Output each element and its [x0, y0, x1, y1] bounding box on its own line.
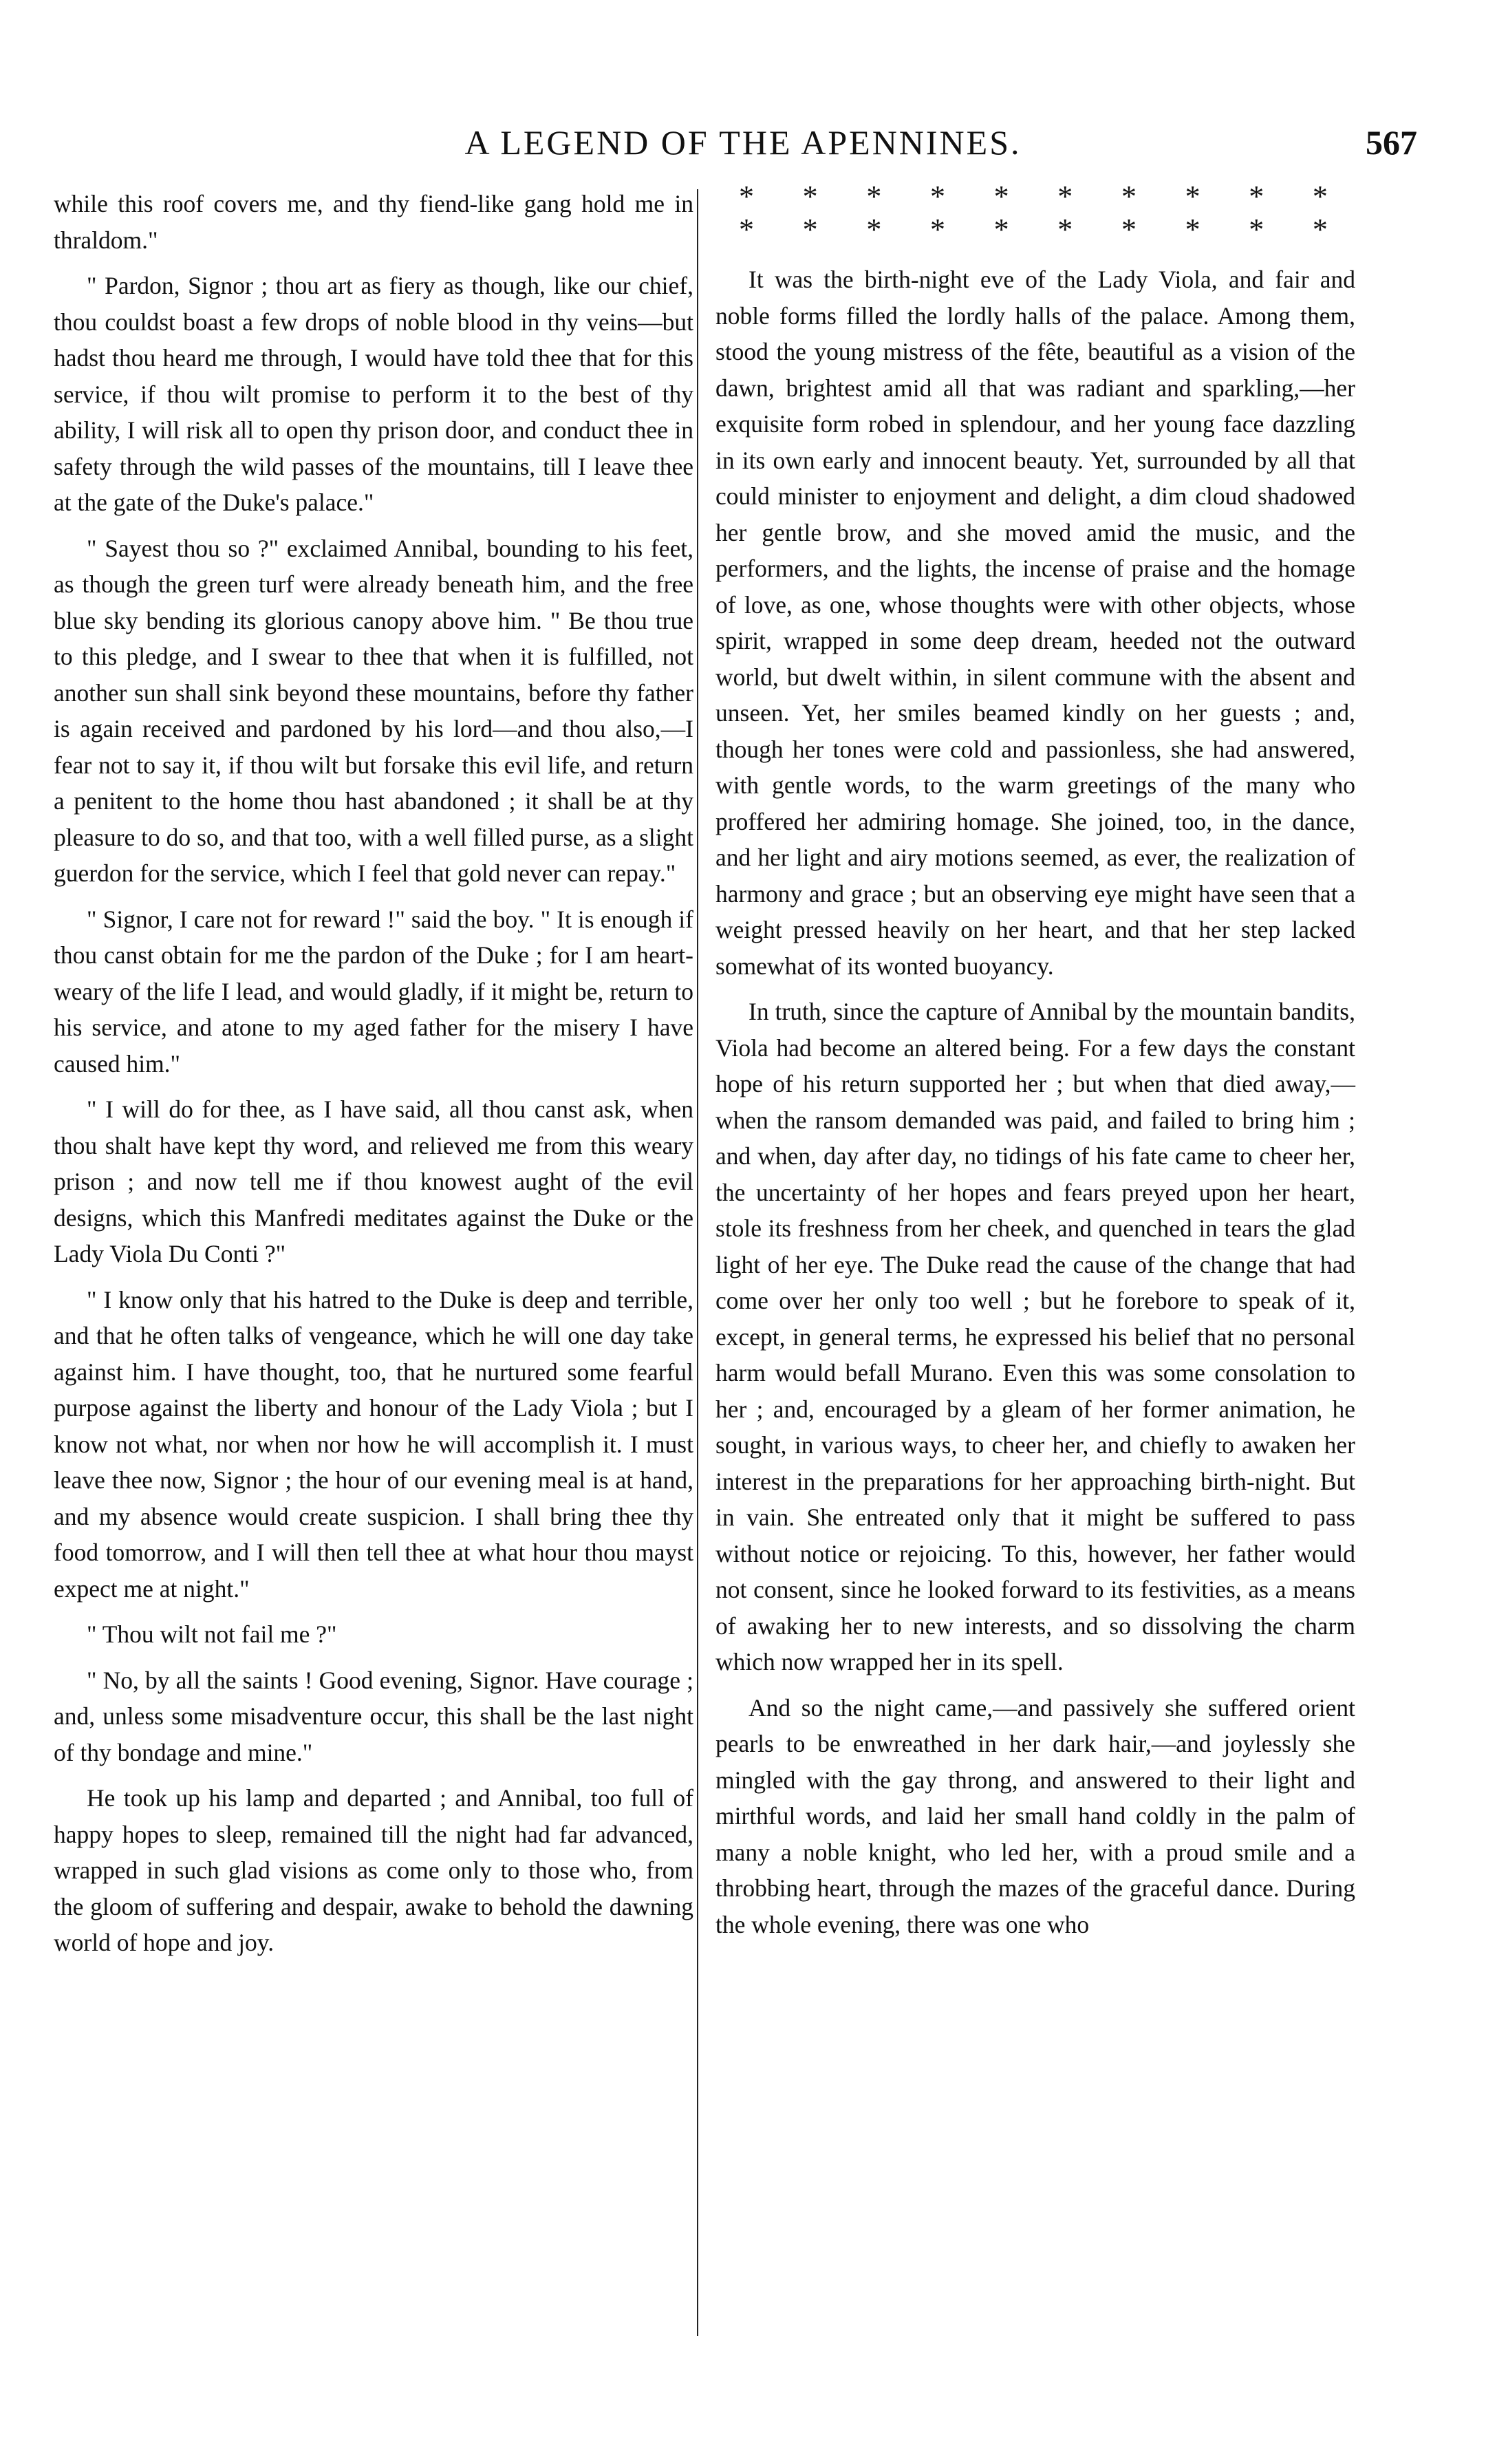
page-header [69, 122, 1417, 178]
section-break-asterisms [715, 180, 1355, 257]
paragraph: " Signor, I care not for reward !" said the boy. " It is enough if thou canst obtain for me the pardon of the Duke ; for I am heart-weary of the life I lead, and would gladly, if it might be, return to his service, and atone to my aged father for the misery I have caused him." [54, 905, 693, 1078]
asterisk: * [1057, 180, 1073, 213]
paragraph: " I will do for thee, as I have said, all thou canst ask, when thou shalt have kept thy word, and relieved me from this weary prison ; and now tell me if thou knowest aught of the evil designs, which this Manfredi meditates against the Duke or the Lady Viola Du Conti ?" [54, 1095, 693, 1267]
paragraph: " Sayest thou so ?" exclaimed Annibal, bounding to his feet, as though the green turf were already beneath him, and the free blue sky bending its glorious canopy above him. " Be thou true to this pledge, and I swear to thee that when it is fulfilled, not another sun shall sink beyond these mountains, before thy father is again received and pardoned by his lord—and thou also,—I fear not to say it, if thou wilt but forsake this evil life, and return a penitent to the home thou hast abandoned ; it shall be at thy pleasure to do so, and that too, with a well filled purse, as a slight guerdon for the service, which I feel that gold never can repay." [54, 534, 693, 887]
asterisk: * [739, 213, 754, 246]
asterism-row [715, 180, 1355, 213]
paragraph: In truth, since the capture of Annibal by the mountain bandits, Viola had become an altered being. For a few days the constant hope of his return supported her ; but when that died away,—when the ransom demanded was paid, and failed to bring him ; and when, day after day, no tidings of his fate came to cheer her, the uncertainty of her hopes and fears preyed upon her heart, stole its freshness from her cheek, and quenched in tears the glad light of her eye. The Duke read the cause of the change that had come over her only too well ; but he forebore to speak of it, except, in general terms, he expressed his belief that no personal harm would befall Murano. Even this was some consolation to her ; and, encouraged by a gleam of her former animation, he sought, in various ways, to cheer her, and chiefly to awaken her interest in the preparations for her approaching birth-night. But in vain. She entreated only that it might be suffered to pass without notice or rejoicing. To this, however, her father would not consent, since he looked forward to its festivities, as a means of awaking her to new interests, and so dissolving the charm which now wrapped her in its spell. [715, 998, 1355, 1675]
paragraph: " Thou wilt not fail me ?" [87, 1620, 337, 1648]
asterisk: * [739, 180, 754, 213]
page-number: 567 [1366, 123, 1417, 162]
right-column [715, 180, 1355, 1952]
running-title: A LEGEND OF THE APENNINES. [464, 123, 1022, 162]
asterisk: * [1312, 180, 1328, 213]
asterisk: * [993, 180, 1009, 213]
asterisk: * [866, 180, 882, 213]
asterisk: * [929, 213, 945, 246]
asterisk: * [1185, 213, 1200, 246]
asterisk: * [929, 180, 945, 213]
paragraph: while this roof covers me, and thy fiend-like gang hold me in thraldom." [54, 190, 693, 254]
paragraph: " I know only that his hatred to the Duke is deep and terrible, and that he often talks of vengeance, which he will one day take against him. I have thought, too, that he nurtured some fearful purpose against the liberty and honour of the Lady Viola ; but I know not what, nor when nor how he will accomplish it. I must leave thee now, Signor ; the hour of our evening meal is at hand, and my absence would create suspicion. I shall bring thee thy food tomorrow, and I will then tell thee at what hour thou mayst expect me at night." [54, 1285, 693, 1603]
asterisk: * [1057, 213, 1073, 246]
asterisk: * [1121, 180, 1137, 213]
paragraph: " Pardon, Signor ; thou art as fiery as though, like our chief, thou couldst boast a few drops of noble blood in thy veins—but hadst thou heard me through, I would have told thee that for this service, if thou wilt promise to perform it to the best of thy ability, I will risk all to open thy prison door, and conduct thee in safety through the wild passes of the mountains, till I leave thee at the gate of the Duke's palace." [54, 272, 693, 516]
asterisk: * [802, 180, 818, 213]
left-column [54, 186, 693, 1971]
asterisk: * [866, 213, 882, 246]
paragraph: " No, by all the saints ! Good evening, Signor. Have courage ; and, unless some misadventure occur, this shall be the last night of thy bondage and mine." [54, 1666, 693, 1766]
paragraph: And so the night came,—and passively she suffered orient pearls to be enwreathed in her dark hair,—and joylessly she mingled with the gay throng, and answered to their light and mirthful words, and laid her small hand coldly in the palm of many a noble knight, who led her, with a proud smile and a throbbing heart, through the mazes of the graceful dance. During the whole evening, there was one who [715, 1693, 1355, 1938]
paragraph: He took up his lamp and departed ; and Annibal, too full of happy hopes to sleep, remained till the night had far advanced, wrapped in such glad visions as come only to those who, from the gloom of suffering and despair, awake to behold the dawning world of hope and joy. [54, 1784, 693, 1956]
asterisk: * [993, 213, 1009, 246]
asterisk: * [1249, 180, 1264, 213]
asterisk: * [1249, 213, 1264, 246]
asterisk: * [802, 213, 818, 246]
asterisk: * [1185, 180, 1200, 213]
asterism-row [715, 213, 1355, 246]
column-divider [697, 189, 698, 2336]
asterisk: * [1121, 213, 1137, 246]
asterisk: * [1312, 213, 1328, 246]
paragraph: It was the birth-night eve of the Lady Viola, and fair and noble forms filled the lordly halls of the palace. Among them, stood the young mistress of the fête, beautiful as a vision of the dawn, brightest amid all that was radiant and sparkling,—her exquisite form robed in splendour, and her young face dazzling in its own early and innocent beauty. Yet, surrounded by all that could minister to enjoyment and delight, a dim cloud shadowed her gentle brow, and she moved amid the music, and the performers, and the lights, the incense of praise and the homage of love, as one, whose thoughts were with other objects, whose spirit, wrapped in some deep dream, heeded not the outward world, but dwelt within, in silent commune with the absent and unseen. Yet, her smiles beamed kindly on her guests ; and, though her tones were cold and passionless, she had answered, with gentle words, to the warm greetings of the many who proffered her admiring homage. She joined, too, in the dance, and her light and airy motions seemed, as ever, the realization of harmony and grace ; but an observing eye might have seen that a weight pressed heavily on her heart, and that her step lacked somewhat of its wonted buoyancy. [715, 266, 1355, 980]
